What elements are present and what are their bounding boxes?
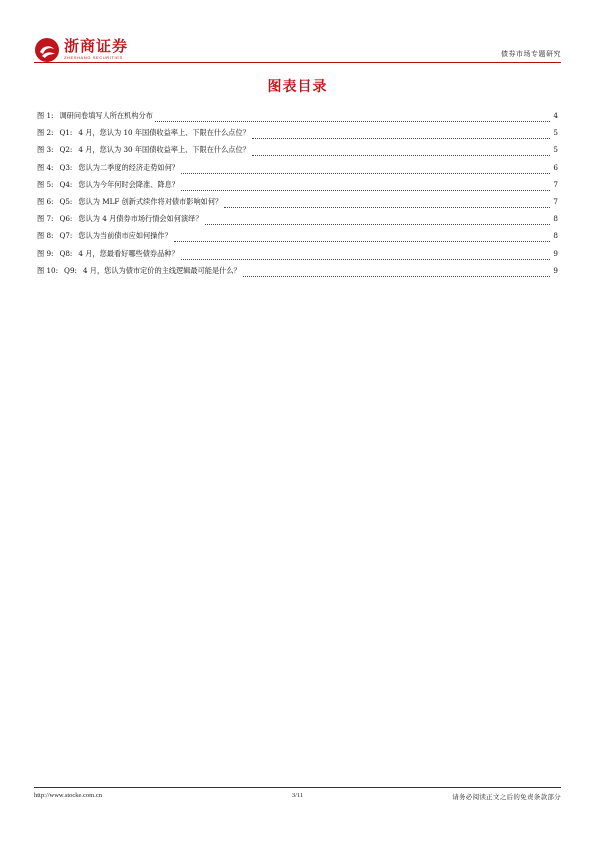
page-footer (34, 792, 561, 804)
toc-entry-title: 您认为今年何时会降准、降息？ (78, 179, 179, 189)
toc-page-number: 9 (553, 248, 558, 258)
page-number: 3/11 (291, 792, 304, 799)
toc-figure-number: 图 6: (37, 196, 54, 206)
toc-page-number: 7 (553, 179, 558, 189)
toc-page-number: 8 (553, 231, 558, 241)
toc-question-number: Q7: (59, 231, 73, 241)
toc-entry-title: 您认为 MLF 创新式续作将对债市影响如何？ (78, 196, 223, 206)
report-type: 债券市场专题研究 (501, 50, 561, 58)
page-title: 图表目录 (267, 79, 328, 95)
footer-divider (34, 787, 561, 788)
toc-page-number: 5 (553, 128, 558, 138)
toc-leader-dots (181, 190, 550, 191)
toc-entry[interactable] (37, 214, 558, 231)
toc-leader-dots (243, 276, 550, 277)
toc-entry[interactable] (37, 266, 558, 283)
toc-entry[interactable] (37, 163, 558, 180)
brand-name-en: ZHESHANG SECURITIES (64, 55, 123, 60)
website-link[interactable]: http://www.stocke.com.cn (34, 792, 102, 799)
toc-leader-dots (224, 207, 550, 208)
toc-question-number: Q5: (59, 196, 73, 206)
toc-page-number: 6 (553, 162, 558, 172)
toc-leader-dots (181, 259, 550, 260)
toc-page-number: 4 (553, 111, 558, 120)
toc-question-number: Q8: (59, 248, 73, 258)
toc-entry[interactable] (37, 145, 558, 162)
toc-figure-number: 图 3: (37, 145, 54, 155)
toc-entry-title: 您认为当前债市应如何操作？ (78, 231, 172, 241)
disclaimer-note: 请务必阅读正文之后的免责条款部分 (452, 793, 561, 801)
header-divider (34, 62, 561, 63)
toc-question-number: Q3: (59, 162, 73, 172)
toc-entry[interactable] (37, 249, 558, 266)
toc-entry[interactable] (37, 180, 558, 197)
figure-list (37, 111, 558, 283)
toc-leader-dots (155, 121, 550, 122)
toc-figure-number: 图 7: (37, 214, 54, 224)
toc-entry-title: 调研问卷填写人所在机构分布 (59, 111, 153, 120)
toc-page-number: 5 (553, 145, 558, 155)
toc-leader-dots (174, 241, 550, 242)
toc-entry-title: 4 月，您认为 10 年国债收益率上、下限在什么点位？ (78, 128, 250, 138)
toc-entry-title: 4 月，您认为债市定价的主线逻辑最可能是什么？ (82, 265, 241, 275)
toc-entry-title: 您认为 4 月债券市场行情会如何演绎？ (78, 214, 203, 224)
toc-figure-number: 图 5: (37, 179, 54, 189)
toc-leader-dots (252, 138, 550, 139)
toc-question-number: Q9: (64, 265, 77, 275)
toc-page-number: 9 (553, 265, 558, 275)
toc-entry-title: 4 月，您认为 30 年国债收益率上、下限在什么点位？ (78, 145, 250, 155)
zheshang-logo-icon (34, 37, 60, 63)
toc-leader-dots (181, 173, 550, 174)
toc-figure-number: 图 1: (37, 111, 54, 120)
toc-entry[interactable] (37, 111, 558, 128)
toc-entry-title: 4 月，您最看好哪些债券品种？ (78, 248, 179, 258)
toc-entry-title: 您认为二季度的经济走势如何？ (78, 162, 179, 172)
toc-entry[interactable] (37, 128, 558, 145)
toc-figure-number: 图 9: (37, 248, 54, 258)
toc-question-number: Q2: (59, 145, 73, 155)
brand-name-cn: 浙商证券 (64, 37, 129, 55)
toc-question-number: Q4: (59, 179, 73, 189)
toc-page-number: 7 (553, 196, 558, 206)
toc-question-number: Q1: (59, 128, 73, 138)
toc-entry[interactable] (37, 197, 558, 214)
toc-figure-number: 图 10: (37, 265, 59, 275)
toc-leader-dots (205, 224, 550, 225)
toc-figure-number: 图 8: (37, 231, 54, 241)
toc-figure-number: 图 4: (37, 162, 54, 172)
toc-question-number: Q6: (59, 214, 73, 224)
toc-leader-dots (252, 155, 550, 156)
toc-page-number: 8 (553, 214, 558, 224)
toc-figure-number: 图 2: (37, 128, 54, 138)
brand-logo (34, 37, 128, 65)
toc-entry[interactable] (37, 231, 558, 248)
